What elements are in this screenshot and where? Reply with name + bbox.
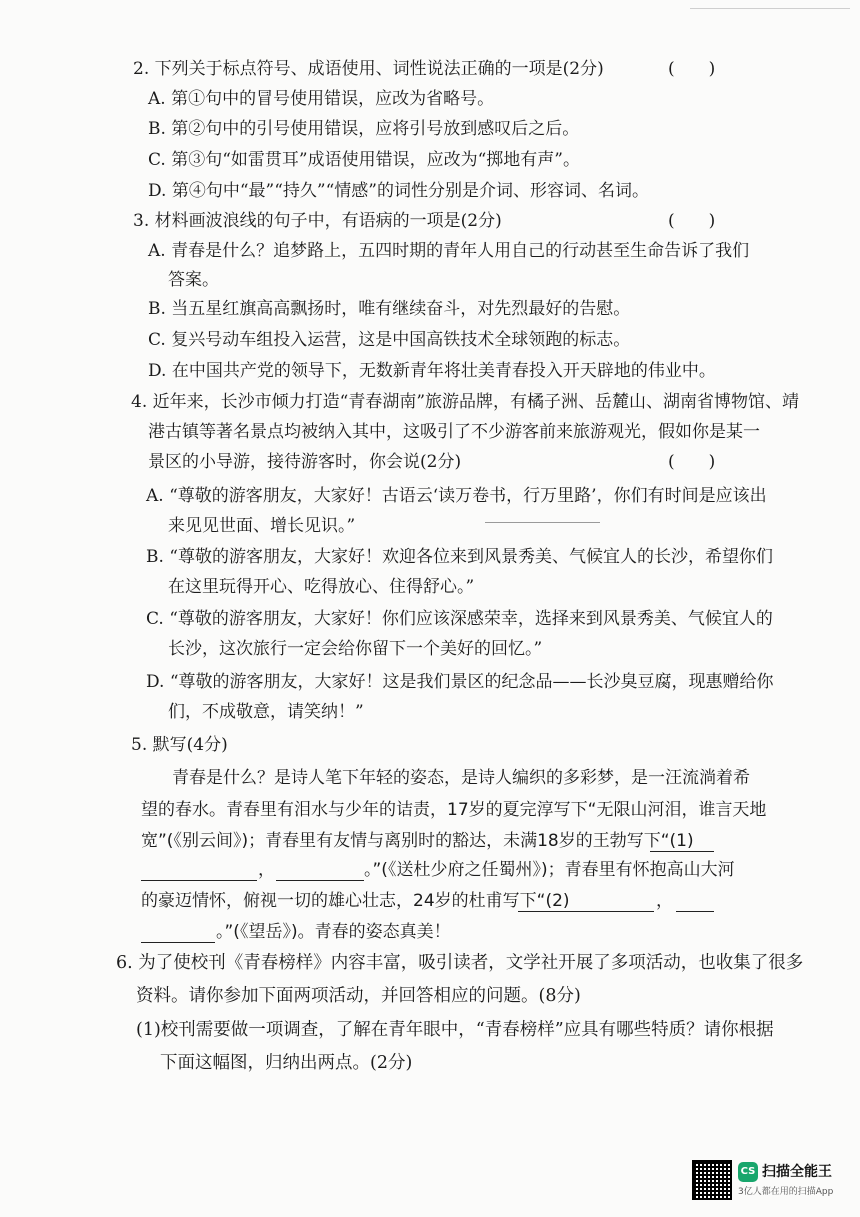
fill-blank[interactable] (650, 833, 714, 852)
fill-blank[interactable] (676, 893, 714, 912)
passage-punct: ， (258, 860, 275, 880)
option-c: C. “尊敬的游客朋友，大家好！你们应该深感荣幸，选择来到风景秀美、气候宜人的 (146, 609, 773, 629)
sub-question-line: (1)校刊需要做一项调查，了解在青年眼中，“青春榜样”应具有哪些特质？请你根据 (136, 1020, 774, 1040)
passage-punct: ， (656, 891, 673, 911)
question-stem-line: 4. 近年来，长沙市倾力打造“青春湖南”旅游品牌，有橘子洲、岳麓山、湖南省博物馆、靖 (131, 392, 800, 412)
app-name: 扫描全能王 (762, 1164, 832, 1180)
answer-paren: ( ) (668, 211, 716, 231)
question-stem-line: 6. 为了使校刊《青春榜样》内容丰富，吸引读者，文学社开展了多项活动，也收集了很多 (116, 953, 804, 973)
fill-blank[interactable] (141, 862, 257, 881)
scanner-watermark (692, 1160, 852, 1205)
passage-line: 。”(《望岳》)。青春的姿态真美！ (216, 922, 451, 942)
question-stem-line: 港古镇等著名景点均被纳入其中，这吸引了不少游客前来旅游观光，假如你是某一 (148, 422, 760, 442)
answer-paren: ( ) (668, 452, 716, 472)
option-d-continued: 们，不成敬意，请笑纳！” (168, 702, 364, 722)
fill-blank[interactable] (276, 862, 364, 881)
option-a-continued: 答案。 (168, 270, 219, 290)
option-c: C. 第③句“如雷贯耳”成语使用错误，应改为“掷地有声”。 (148, 150, 580, 170)
option-a-continued: 来见见世面、增长见识。” (168, 516, 356, 536)
passage-line: 望的春水。青春里有泪水与少年的诘责，17岁的夏完淳写下“无限山河泪，谁言天地 (141, 800, 767, 820)
passage-line: 的豪迈情怀，俯视一切的雄心壮志，24岁的杜甫写下“(2) (141, 891, 570, 911)
question-stem: 5. 默写(4分) (131, 735, 228, 755)
app-tagline: 3亿人都在用的扫描App (738, 1187, 834, 1197)
option-c-continued: 长沙，这次旅行一定会给你留下一个美好的回忆。” (168, 639, 543, 659)
pencil-mark (485, 522, 600, 523)
qr-code-icon (692, 1160, 732, 1200)
passage-line: 宽”(《别云间》)；青春里有友情与离别时的豁达，未满18岁的王勃写下“(1) (141, 831, 694, 851)
question-stem-line: 景区的小导游，接待游客时，你会说(2分) (148, 452, 462, 472)
option-c: C. 复兴号动车组投入运营，这是中国高铁技术全球领跑的标志。 (148, 330, 631, 350)
camscanner-logo-icon: CS (738, 1162, 758, 1182)
option-b-continued: 在这里玩得开心、吃得放心、住得舒心。” (168, 577, 475, 597)
passage-line: 。”(《送杜少府之任蜀州》)；青春里有怀抱高山大河 (364, 860, 735, 880)
fill-blank[interactable] (141, 924, 215, 943)
passage-line: 青春是什么？是诗人笔下年轻的姿态，是诗人编织的多彩梦，是一汪流淌着希 (172, 768, 750, 788)
option-b: B. 当五星红旗高高飘扬时，唯有继续奋斗，对先烈最好的告慰。 (148, 299, 631, 319)
option-b: B. 第②句中的引号使用错误，应将引号放到感叹后之后。 (148, 119, 580, 139)
sub-question-line: 下面这幅图，归纳出两点。(2分) (160, 1053, 413, 1073)
answer-paren: ( ) (668, 59, 716, 79)
option-a: A. “尊敬的游客朋友，大家好！古语云‘读万卷书，行万里路’，你们有时间是应该出 (146, 486, 767, 506)
option-d: D. 在中国共产党的领导下，无数新青年将壮美青春投入开天辟地的伟业中。 (148, 361, 716, 381)
scan-edge (690, 0, 850, 9)
option-d: D. “尊敬的游客朋友，大家好！这是我们景区的纪念品——长沙臭豆腐，现惠赠给你 (146, 672, 774, 692)
fill-blank[interactable] (518, 893, 654, 912)
option-b: B. “尊敬的游客朋友，大家好！欢迎各位来到风景秀美、气候宜人的长沙，希望你们 (146, 547, 773, 567)
option-d: D. 第④句中“最”“持久”“情感”的词性分别是介词、形容词、名词。 (148, 181, 649, 201)
option-a: A. 第①句中的冒号使用错误，应改为省略号。 (148, 89, 495, 109)
question-stem: 2. 下列关于标点符号、成语使用、词性说法正确的一项是(2分) (133, 59, 604, 79)
question-stem-line: 资料。请你参加下面两项活动，并回答相应的问题。(8分) (136, 986, 581, 1006)
option-a: A. 青春是什么？追梦路上，五四时期的青年人用自己的行动甚至生命告诉了我们 (148, 241, 750, 261)
question-stem: 3. 材料画波浪线的句子中，有语病的一项是(2分) (133, 211, 502, 231)
